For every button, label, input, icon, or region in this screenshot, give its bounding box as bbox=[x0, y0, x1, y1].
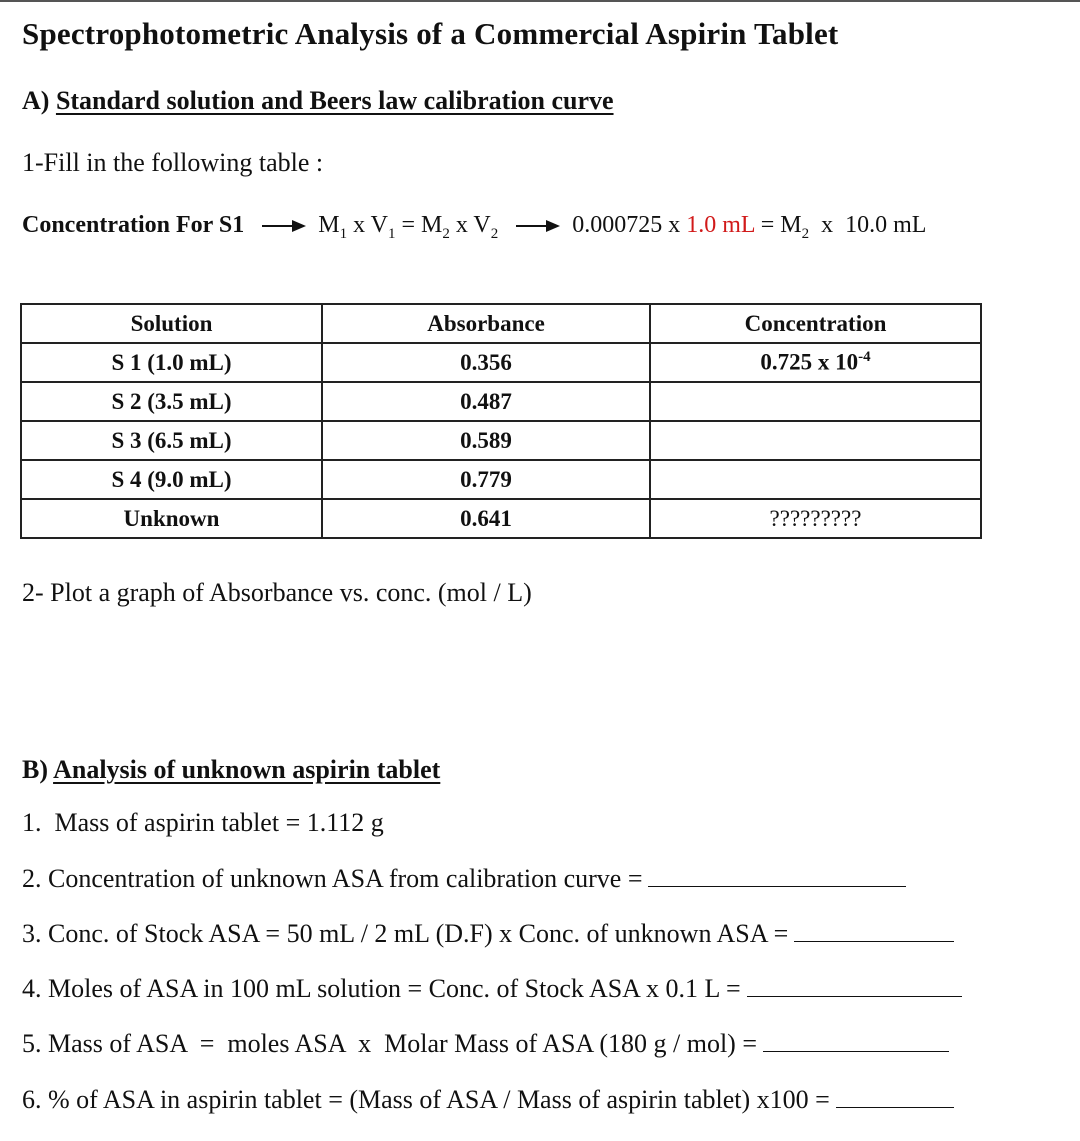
answer-blank[interactable] bbox=[648, 864, 906, 887]
top-rule bbox=[0, 0, 1080, 2]
table-row bbox=[21, 460, 981, 499]
table-row bbox=[21, 421, 981, 460]
cell-solution: S 1 (1.0 mL) bbox=[21, 343, 322, 382]
cell-concentration[interactable] bbox=[650, 460, 981, 499]
cell-solution: S 4 (9.0 mL) bbox=[21, 460, 322, 499]
cell-concentration[interactable] bbox=[650, 382, 981, 421]
cell-solution: Unknown bbox=[21, 499, 322, 538]
item-text: 1. Mass of aspirin tablet = 1.112 g bbox=[22, 808, 384, 837]
concentration-exponent: -4 bbox=[858, 349, 871, 366]
table-row bbox=[21, 382, 981, 421]
question-1: 1-Fill in the following table : bbox=[22, 148, 324, 177]
formula-sub: 2 bbox=[442, 225, 450, 242]
section-b-heading bbox=[22, 755, 440, 785]
item-text: 4. Moles of ASA in 100 mL solution = Conc. of Stock ASA x 0.1 L = bbox=[22, 974, 741, 1003]
formula-label: Concentration For S1 bbox=[22, 212, 245, 238]
arrow-right-icon bbox=[516, 216, 560, 236]
header-concentration: Concentration bbox=[650, 304, 981, 343]
formula-part: x V bbox=[449, 212, 491, 238]
example-tail: x 10.0 mL bbox=[809, 212, 927, 238]
item-text: 3. Conc. of Stock ASA = 50 mL / 2 mL (D.F) x Conc. of unknown ASA = bbox=[22, 919, 789, 948]
item-text: 5. Mass of ASA = moles ASA x Molar Mass of ASA (180 g / mol) = bbox=[22, 1029, 757, 1058]
cell-solution: S 2 (3.5 mL) bbox=[21, 382, 322, 421]
formula-part: = M bbox=[395, 212, 443, 238]
section-a-title: Standard solution and Beers law calibration curve bbox=[55, 86, 614, 115]
item-text: 6. % of ASA in aspirin tablet = (Mass of ASA / Mass of aspirin tablet) x100 = bbox=[22, 1085, 830, 1114]
cell-concentration[interactable] bbox=[650, 421, 981, 460]
question-2: 2- Plot a graph of Absorbance vs. conc. (mol / L) bbox=[22, 578, 532, 607]
concentration-formula bbox=[22, 212, 926, 243]
item-concentration-unknown bbox=[22, 864, 906, 894]
item-mass-asa bbox=[22, 1029, 949, 1059]
data-table bbox=[20, 303, 982, 539]
table-header-row bbox=[21, 304, 981, 343]
answer-blank[interactable] bbox=[763, 1029, 949, 1052]
item-conc-stock bbox=[22, 919, 954, 949]
item-text: 2. Concentration of unknown ASA from calibration curve = bbox=[22, 864, 643, 893]
section-b-title: Analysis of unknown aspirin tablet bbox=[53, 755, 441, 784]
formula-sub: 1 bbox=[387, 225, 396, 242]
example-value: 0.000725 x bbox=[572, 212, 687, 238]
table-row bbox=[21, 499, 981, 538]
section-a-prefix: A) bbox=[22, 86, 50, 115]
example-rest: = M bbox=[754, 212, 802, 238]
example-volume: 1.0 mL bbox=[686, 212, 755, 238]
page-title: Spectrophotometric Analysis of a Commercial Aspirin Tablet bbox=[22, 16, 839, 51]
cell-absorbance: 0.487 bbox=[322, 382, 650, 421]
cell-solution: S 3 (6.5 mL) bbox=[21, 421, 322, 460]
header-solution: Solution bbox=[21, 304, 322, 343]
cell-absorbance: 0.589 bbox=[322, 421, 650, 460]
formula-part: x V bbox=[347, 212, 388, 238]
answer-blank[interactable] bbox=[836, 1085, 954, 1108]
arrow-right-icon bbox=[262, 216, 306, 236]
answer-blank[interactable] bbox=[794, 919, 954, 942]
cell-concentration bbox=[650, 343, 981, 382]
formula-sub: 1 bbox=[339, 225, 348, 242]
cell-absorbance: 0.356 bbox=[322, 343, 650, 382]
cell-absorbance: 0.779 bbox=[322, 460, 650, 499]
section-a-heading bbox=[22, 86, 614, 116]
item-moles-asa bbox=[22, 974, 962, 1004]
cell-concentration: ????????? bbox=[650, 499, 981, 538]
formula-m1: M bbox=[318, 212, 340, 238]
table-row bbox=[21, 343, 981, 382]
answer-blank[interactable] bbox=[747, 974, 962, 997]
section-b-prefix: B) bbox=[22, 755, 48, 784]
cell-absorbance: 0.641 bbox=[322, 499, 650, 538]
item-mass-tablet bbox=[22, 808, 384, 838]
header-absorbance: Absorbance bbox=[322, 304, 650, 343]
concentration-value: 0.725 x 10 bbox=[760, 349, 859, 375]
formula-sub: 2 bbox=[490, 225, 499, 242]
item-percent-asa bbox=[22, 1085, 954, 1115]
formula-sub: 2 bbox=[801, 225, 810, 242]
